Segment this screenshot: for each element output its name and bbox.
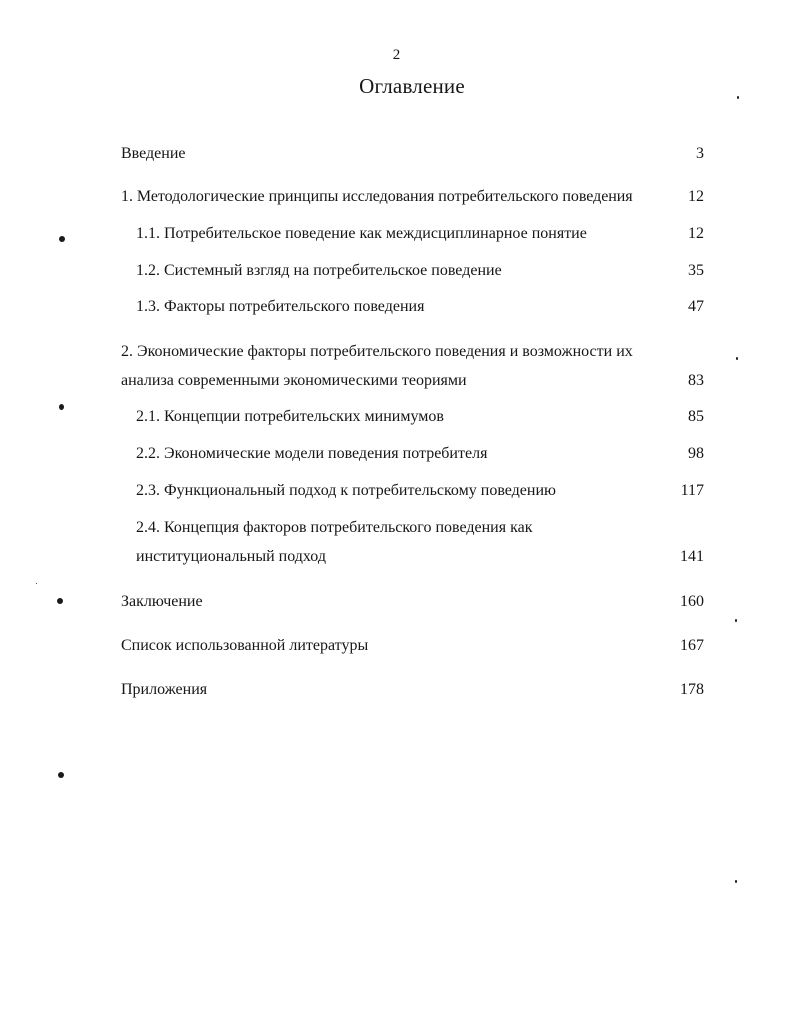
toc-entry-title: 1.1. Потребительское поведение как междисциплинарное понятие [136, 225, 587, 242]
toc-entry-title: Список использованной литературы [121, 637, 369, 654]
toc-entry-title-continued: институциональный подход [136, 548, 326, 565]
scan-speck [737, 96, 739, 99]
document-title: Оглавление [359, 74, 465, 98]
scan-speck [36, 583, 37, 584]
scan-speck [735, 619, 737, 622]
toc-entry-page: 117 [680, 482, 704, 499]
toc-entry-title: Приложения [121, 681, 208, 698]
toc-entry-title-continued: анализа современными экономическими теориями [121, 372, 467, 389]
toc-entry-title: 2.3. Функциональный подход к потребительскому поведению [136, 482, 556, 499]
toc-entry-title: 2.1. Концепции потребительских минимумов [136, 408, 444, 425]
toc-entry-page: 85 [688, 408, 704, 425]
toc-entry-title: 1.2. Системный взгляд на потребительское поведение [136, 262, 502, 279]
scan-speck [59, 236, 65, 242]
toc-entry-page: 98 [688, 445, 704, 462]
scan-speck [57, 598, 63, 604]
toc-entry-title: Введение [121, 145, 186, 162]
toc-entry-page: 178 [680, 681, 704, 698]
page-number: 2 [392, 47, 401, 63]
scan-speck [59, 404, 64, 410]
toc-entry-page: 167 [680, 637, 704, 654]
toc-entry-title: 2. Экономические факторы потребительского поведения и возможности их [121, 343, 633, 360]
toc-entry-page: 12 [688, 188, 704, 205]
toc-entry-title: 1.3. Факторы потребительского поведения [136, 298, 425, 315]
toc-entry-page: 3 [696, 145, 704, 162]
scan-speck [58, 772, 64, 778]
toc-entry-page: 35 [688, 262, 704, 279]
scan-speck [735, 880, 737, 883]
toc-entry-page: 141 [680, 548, 704, 565]
toc-entry-title: 2.4. Концепция факторов потребительского поведения как [136, 519, 533, 536]
toc-entry-title: 2.2. Экономические модели поведения потребителя [136, 445, 488, 462]
toc-entry-page: 47 [688, 298, 704, 315]
toc-entry-page: 83 [688, 372, 704, 389]
toc-entry-title: 1. Методологические принципы исследования потребительского поведения [121, 188, 633, 205]
toc-entry-title: Заключение [121, 593, 203, 610]
scan-speck [736, 357, 738, 360]
toc-entry-page: 160 [680, 593, 704, 610]
toc-entry-page: 12 [688, 225, 704, 242]
